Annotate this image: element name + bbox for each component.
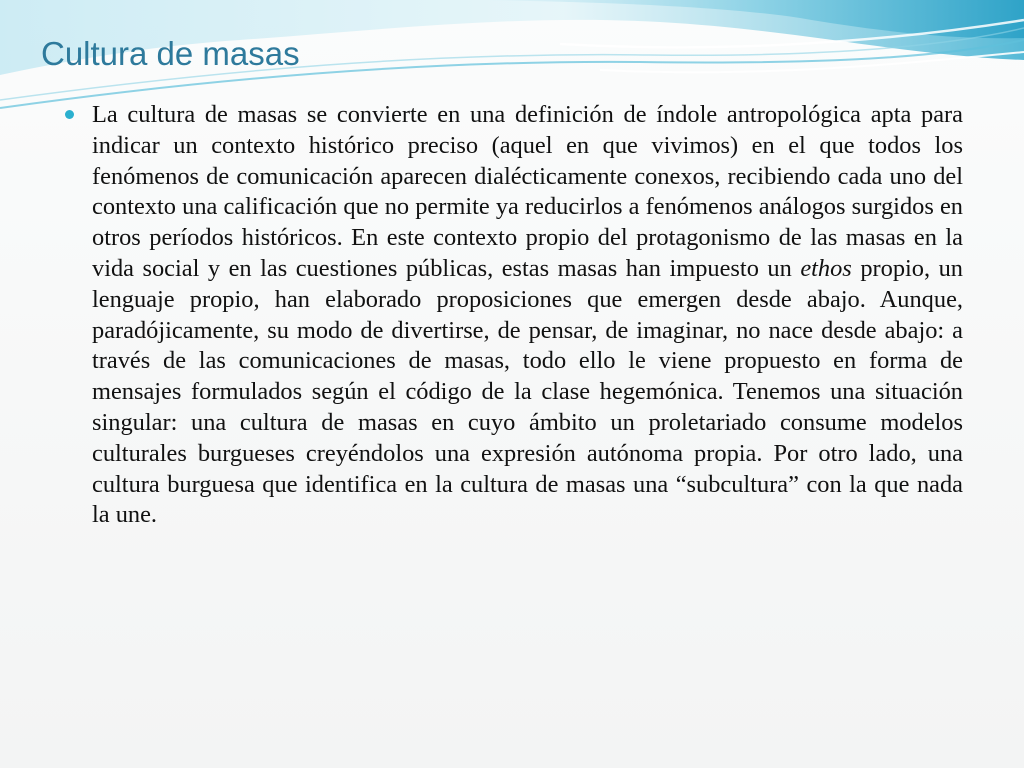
slide-title: Cultura de masas (41, 35, 300, 72)
bullet-item (63, 100, 963, 531)
bullet-text-italic: ethos (800, 254, 852, 282)
bullet-text-part-2: propio, un lenguaje propio, han elaborado proposiciones que emergen desde abajo. Aunque, paradójicamente, su modo de divertirse, de pensar, de imaginar, no nace desde abajo: a través de las comunicaciones de masas, todo ello le viene propuesto en forma de mensajes formulados según el código de la clase hegemónica. Tenemos una situación singular: una cultura de masas en cuyo ámbito un proletariado consume modelos culturales burgueses creyéndolos una expresión autónoma propia. Por otro lado, una cultura burguesa que identifica en la cultura de masas una “subcultura” con la que nada la une. (92, 254, 963, 529)
bullet-text (92, 100, 963, 531)
slide-body (63, 100, 963, 531)
bullet-text-part-1: La cultura de masas se convierte en una definición de índole antropológica apta para indicar un contexto histórico preciso (aquel en que vivimos) en el que todos los fenómenos de comunicación aparecen dialécticamente conexos, recibiendo cada uno del contexto una calificación que no permite ya reducirlos a fenómenos análogos surgidos en otros períodos históricos. En este contexto propio del protagonismo de las masas en la vida social y en las cuestiones públicas, estas masas han impuesto un (92, 101, 963, 282)
bullet-dot-icon (65, 110, 74, 119)
